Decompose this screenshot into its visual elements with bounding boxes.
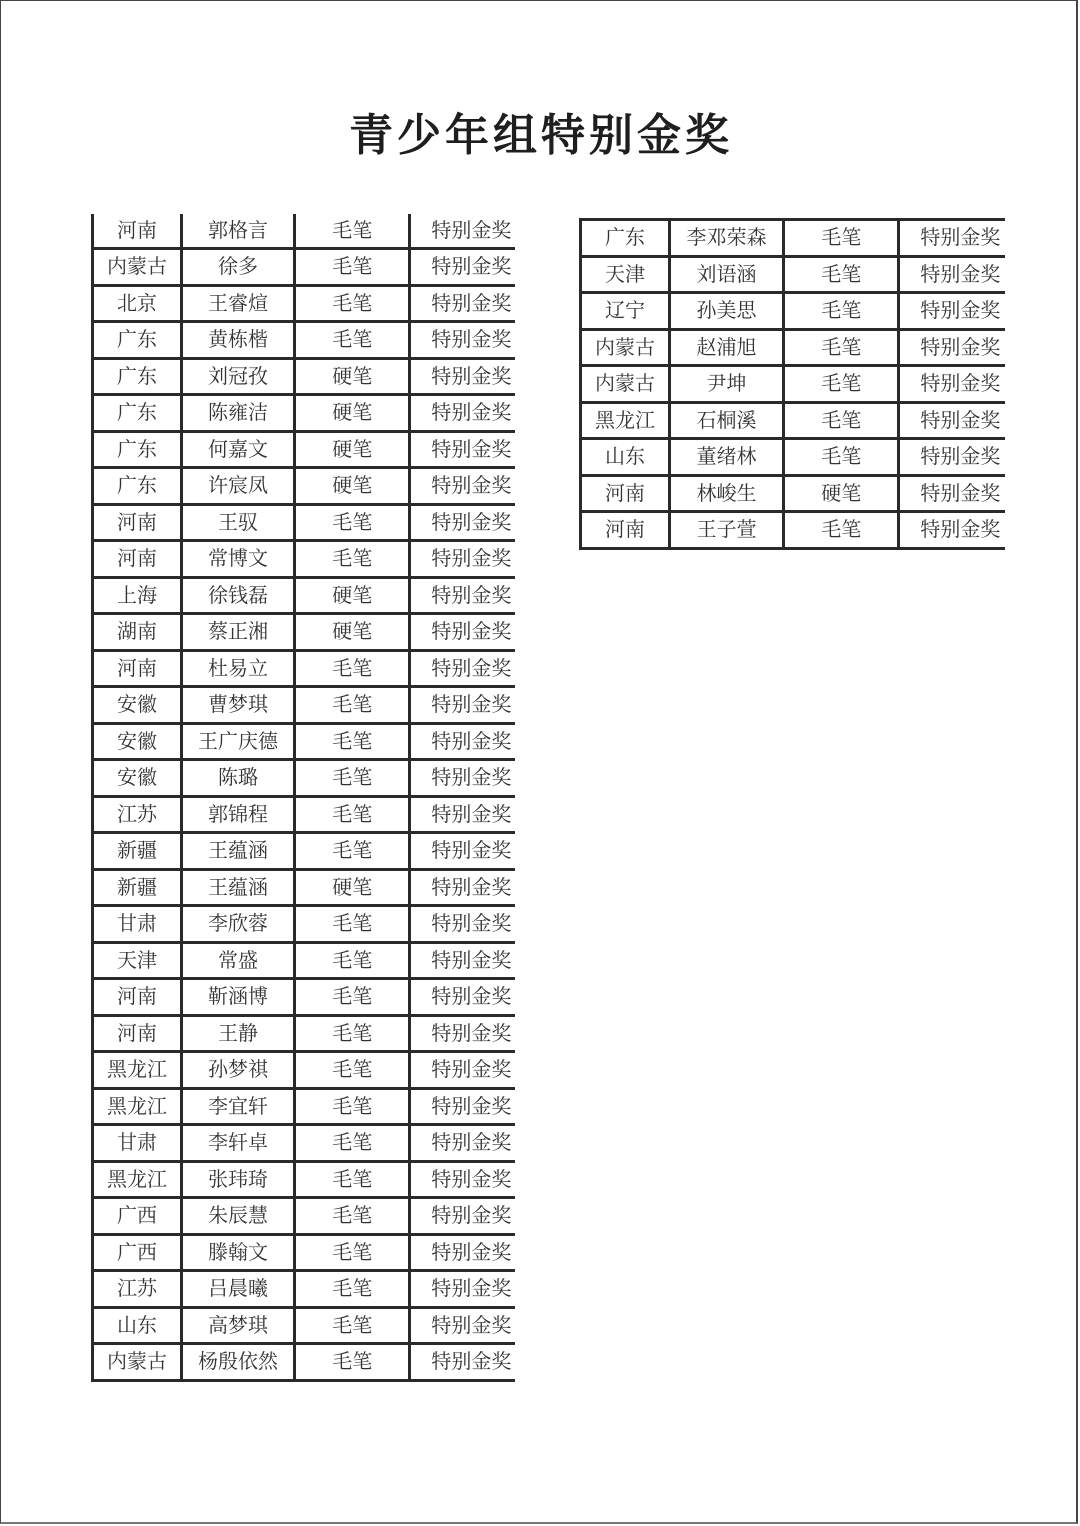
name-cell: 李邓荣森 bbox=[669, 220, 783, 257]
name-cell: 常盛 bbox=[181, 942, 294, 979]
province-cell: 新疆 bbox=[93, 833, 182, 870]
award-cell: 特别金奖 bbox=[410, 504, 515, 541]
award-cell: 特别金奖 bbox=[899, 475, 1005, 512]
award-cell: 特别金奖 bbox=[410, 1344, 515, 1381]
province-cell: 广东 bbox=[93, 322, 182, 359]
category-cell: 毛笔 bbox=[784, 402, 899, 439]
table-row bbox=[93, 760, 516, 797]
category-cell: 毛笔 bbox=[295, 214, 410, 249]
province-cell: 湖南 bbox=[93, 614, 182, 651]
table-row bbox=[93, 614, 516, 651]
table-row bbox=[93, 285, 516, 322]
award-cell: 特别金奖 bbox=[410, 1161, 515, 1198]
name-cell: 王驭 bbox=[181, 504, 294, 541]
table-row bbox=[93, 1234, 516, 1271]
table-row bbox=[93, 1161, 516, 1198]
province-cell: 广西 bbox=[93, 1234, 182, 1271]
category-cell: 毛笔 bbox=[295, 1344, 410, 1381]
name-cell: 李轩卓 bbox=[181, 1125, 294, 1162]
category-cell: 硬笔 bbox=[295, 869, 410, 906]
table-row bbox=[93, 906, 516, 943]
table-row bbox=[93, 395, 516, 432]
table-row bbox=[93, 541, 516, 578]
province-cell: 广东 bbox=[93, 358, 182, 395]
category-cell: 毛笔 bbox=[295, 1052, 410, 1089]
province-cell: 甘肃 bbox=[93, 1125, 182, 1162]
name-cell: 徐多 bbox=[181, 249, 294, 286]
award-cell: 特别金奖 bbox=[410, 468, 515, 505]
table-row bbox=[93, 796, 516, 833]
table-row bbox=[93, 504, 516, 541]
name-cell: 朱辰慧 bbox=[181, 1198, 294, 1235]
category-cell: 毛笔 bbox=[295, 1198, 410, 1235]
name-cell: 孙梦祺 bbox=[181, 1052, 294, 1089]
name-cell: 黄栋楷 bbox=[181, 322, 294, 359]
table-row bbox=[93, 833, 516, 870]
award-cell: 特别金奖 bbox=[410, 614, 515, 651]
award-cell: 特别金奖 bbox=[899, 293, 1005, 330]
category-cell: 毛笔 bbox=[295, 1307, 410, 1344]
name-cell: 陈雍洁 bbox=[181, 395, 294, 432]
table-row bbox=[581, 220, 1006, 257]
province-cell: 河南 bbox=[581, 475, 670, 512]
category-cell: 毛笔 bbox=[784, 366, 899, 403]
table-row bbox=[93, 1088, 516, 1125]
province-cell: 甘肃 bbox=[93, 906, 182, 943]
category-cell: 毛笔 bbox=[295, 1234, 410, 1271]
name-cell: 曹梦琪 bbox=[181, 687, 294, 724]
province-cell: 广东 bbox=[93, 431, 182, 468]
category-cell: 毛笔 bbox=[295, 541, 410, 578]
awards-table-left bbox=[91, 214, 515, 1382]
province-cell: 广西 bbox=[93, 1198, 182, 1235]
award-cell: 特别金奖 bbox=[899, 512, 1005, 549]
award-cell: 特别金奖 bbox=[410, 1198, 515, 1235]
province-cell: 北京 bbox=[93, 285, 182, 322]
category-cell: 毛笔 bbox=[295, 760, 410, 797]
award-cell: 特别金奖 bbox=[410, 1088, 515, 1125]
name-cell: 杨殷依然 bbox=[181, 1344, 294, 1381]
award-cell: 特别金奖 bbox=[410, 1234, 515, 1271]
table-row bbox=[93, 1125, 516, 1162]
name-cell: 王广庆德 bbox=[181, 723, 294, 760]
name-cell: 石桐溪 bbox=[669, 402, 783, 439]
name-cell: 蔡正湘 bbox=[181, 614, 294, 651]
category-cell: 硬笔 bbox=[295, 395, 410, 432]
category-cell: 毛笔 bbox=[784, 220, 899, 257]
category-cell: 毛笔 bbox=[295, 322, 410, 359]
province-cell: 黑龙江 bbox=[93, 1088, 182, 1125]
table-row bbox=[93, 1198, 516, 1235]
province-cell: 河南 bbox=[93, 979, 182, 1016]
category-cell: 毛笔 bbox=[784, 256, 899, 293]
category-cell: 毛笔 bbox=[784, 512, 899, 549]
award-cell: 特别金奖 bbox=[410, 1307, 515, 1344]
award-cell: 特别金奖 bbox=[410, 249, 515, 286]
award-cell: 特别金奖 bbox=[410, 723, 515, 760]
name-cell: 张玮琦 bbox=[181, 1161, 294, 1198]
name-cell: 许宸凤 bbox=[181, 468, 294, 505]
province-cell: 河南 bbox=[581, 512, 670, 549]
province-cell: 安徽 bbox=[93, 723, 182, 760]
award-cell: 特别金奖 bbox=[899, 329, 1005, 366]
table-row bbox=[93, 322, 516, 359]
province-cell: 广东 bbox=[93, 468, 182, 505]
province-cell: 安徽 bbox=[93, 760, 182, 797]
name-cell: 王睿煊 bbox=[181, 285, 294, 322]
name-cell: 李宜轩 bbox=[181, 1088, 294, 1125]
province-cell: 山东 bbox=[581, 439, 670, 476]
category-cell: 毛笔 bbox=[295, 723, 410, 760]
category-cell: 毛笔 bbox=[295, 1015, 410, 1052]
table-row bbox=[581, 475, 1006, 512]
table-row bbox=[581, 402, 1006, 439]
table-row bbox=[93, 942, 516, 979]
name-cell: 董绪林 bbox=[669, 439, 783, 476]
category-cell: 毛笔 bbox=[295, 249, 410, 286]
award-cell: 特别金奖 bbox=[410, 906, 515, 943]
province-cell: 广东 bbox=[581, 220, 670, 257]
province-cell: 河南 bbox=[93, 504, 182, 541]
award-cell: 特别金奖 bbox=[410, 796, 515, 833]
category-cell: 硬笔 bbox=[295, 614, 410, 651]
award-cell: 特别金奖 bbox=[410, 1271, 515, 1308]
table-row bbox=[93, 979, 516, 1016]
name-cell: 刘冠孜 bbox=[181, 358, 294, 395]
award-cell: 特别金奖 bbox=[410, 577, 515, 614]
award-cell: 特别金奖 bbox=[410, 687, 515, 724]
award-cell: 特别金奖 bbox=[410, 1125, 515, 1162]
name-cell: 郭格言 bbox=[181, 214, 294, 249]
name-cell: 林峻生 bbox=[669, 475, 783, 512]
name-cell: 王静 bbox=[181, 1015, 294, 1052]
table-row bbox=[581, 512, 1006, 549]
award-cell: 特别金奖 bbox=[899, 256, 1005, 293]
award-cell: 特别金奖 bbox=[410, 322, 515, 359]
name-cell: 郭锦程 bbox=[181, 796, 294, 833]
award-cell: 特别金奖 bbox=[410, 760, 515, 797]
name-cell: 吕晨曦 bbox=[181, 1271, 294, 1308]
name-cell: 徐钱磊 bbox=[181, 577, 294, 614]
province-cell: 河南 bbox=[93, 541, 182, 578]
province-cell: 内蒙古 bbox=[581, 329, 670, 366]
award-cell: 特别金奖 bbox=[410, 214, 515, 249]
awards-table-right bbox=[579, 218, 1005, 550]
province-cell: 山东 bbox=[93, 1307, 182, 1344]
award-cell: 特别金奖 bbox=[410, 541, 515, 578]
category-cell: 毛笔 bbox=[295, 1271, 410, 1308]
province-cell: 上海 bbox=[93, 577, 182, 614]
award-cell: 特别金奖 bbox=[410, 869, 515, 906]
table-row bbox=[93, 687, 516, 724]
category-cell: 毛笔 bbox=[295, 796, 410, 833]
name-cell: 滕翰文 bbox=[181, 1234, 294, 1271]
category-cell: 硬笔 bbox=[784, 475, 899, 512]
table-row bbox=[93, 214, 516, 249]
name-cell: 刘语涵 bbox=[669, 256, 783, 293]
name-cell: 常博文 bbox=[181, 541, 294, 578]
category-cell: 毛笔 bbox=[295, 1088, 410, 1125]
category-cell: 毛笔 bbox=[295, 942, 410, 979]
award-cell: 特别金奖 bbox=[410, 395, 515, 432]
category-cell: 毛笔 bbox=[295, 833, 410, 870]
table-row bbox=[93, 358, 516, 395]
province-cell: 天津 bbox=[581, 256, 670, 293]
province-cell: 黑龙江 bbox=[93, 1052, 182, 1089]
table-row bbox=[93, 1307, 516, 1344]
award-cell: 特别金奖 bbox=[410, 358, 515, 395]
category-cell: 毛笔 bbox=[784, 329, 899, 366]
table-row bbox=[93, 431, 516, 468]
province-cell: 河南 bbox=[93, 214, 182, 249]
category-cell: 毛笔 bbox=[295, 504, 410, 541]
table-row bbox=[93, 468, 516, 505]
category-cell: 毛笔 bbox=[295, 979, 410, 1016]
award-cell: 特别金奖 bbox=[899, 439, 1005, 476]
award-cell: 特别金奖 bbox=[899, 220, 1005, 257]
award-cell: 特别金奖 bbox=[410, 979, 515, 1016]
table-row bbox=[93, 1271, 516, 1308]
table-row bbox=[581, 366, 1006, 403]
province-cell: 河南 bbox=[93, 1015, 182, 1052]
award-cell: 特别金奖 bbox=[410, 1015, 515, 1052]
category-cell: 硬笔 bbox=[295, 468, 410, 505]
name-cell: 陈璐 bbox=[181, 760, 294, 797]
award-cell: 特别金奖 bbox=[899, 402, 1005, 439]
category-cell: 毛笔 bbox=[784, 439, 899, 476]
name-cell: 李欣蓉 bbox=[181, 906, 294, 943]
award-cell: 特别金奖 bbox=[410, 833, 515, 870]
province-cell: 江苏 bbox=[93, 796, 182, 833]
province-cell: 新疆 bbox=[93, 869, 182, 906]
table-row bbox=[93, 1344, 516, 1381]
province-cell: 黑龙江 bbox=[581, 402, 670, 439]
category-cell: 硬笔 bbox=[295, 431, 410, 468]
name-cell: 孙美思 bbox=[669, 293, 783, 330]
table-row bbox=[581, 329, 1006, 366]
province-cell: 内蒙古 bbox=[93, 1344, 182, 1381]
category-cell: 毛笔 bbox=[784, 293, 899, 330]
name-cell: 赵浦旭 bbox=[669, 329, 783, 366]
name-cell: 王蕴涵 bbox=[181, 833, 294, 870]
name-cell: 王蕴涵 bbox=[181, 869, 294, 906]
province-cell: 河南 bbox=[93, 650, 182, 687]
table-row bbox=[581, 256, 1006, 293]
category-cell: 硬笔 bbox=[295, 358, 410, 395]
province-cell: 黑龙江 bbox=[93, 1161, 182, 1198]
award-cell: 特别金奖 bbox=[410, 1052, 515, 1089]
category-cell: 毛笔 bbox=[295, 1125, 410, 1162]
name-cell: 何嘉文 bbox=[181, 431, 294, 468]
province-cell: 广东 bbox=[93, 395, 182, 432]
category-cell: 毛笔 bbox=[295, 650, 410, 687]
table-row bbox=[581, 293, 1006, 330]
province-cell: 辽宁 bbox=[581, 293, 670, 330]
page-title: 青少年组特别金奖 bbox=[349, 110, 733, 161]
province-cell: 安徽 bbox=[93, 687, 182, 724]
table-row bbox=[93, 723, 516, 760]
name-cell: 尹坤 bbox=[669, 366, 783, 403]
province-cell: 内蒙古 bbox=[581, 366, 670, 403]
table-row bbox=[581, 439, 1006, 476]
table-row bbox=[93, 1052, 516, 1089]
award-cell: 特别金奖 bbox=[410, 431, 515, 468]
province-cell: 江苏 bbox=[93, 1271, 182, 1308]
table-row bbox=[93, 869, 516, 906]
name-cell: 靳涵博 bbox=[181, 979, 294, 1016]
category-cell: 毛笔 bbox=[295, 285, 410, 322]
table-row bbox=[93, 249, 516, 286]
award-cell: 特别金奖 bbox=[410, 650, 515, 687]
category-cell: 毛笔 bbox=[295, 1161, 410, 1198]
award-cell: 特别金奖 bbox=[899, 366, 1005, 403]
table-row bbox=[93, 1015, 516, 1052]
category-cell: 毛笔 bbox=[295, 906, 410, 943]
name-cell: 王子萱 bbox=[669, 512, 783, 549]
category-cell: 硬笔 bbox=[295, 577, 410, 614]
award-cell: 特别金奖 bbox=[410, 285, 515, 322]
name-cell: 高梦琪 bbox=[181, 1307, 294, 1344]
table-row bbox=[93, 577, 516, 614]
province-cell: 内蒙古 bbox=[93, 249, 182, 286]
name-cell: 杜易立 bbox=[181, 650, 294, 687]
award-cell: 特别金奖 bbox=[410, 942, 515, 979]
province-cell: 天津 bbox=[93, 942, 182, 979]
table-row bbox=[93, 650, 516, 687]
category-cell: 毛笔 bbox=[295, 687, 410, 724]
